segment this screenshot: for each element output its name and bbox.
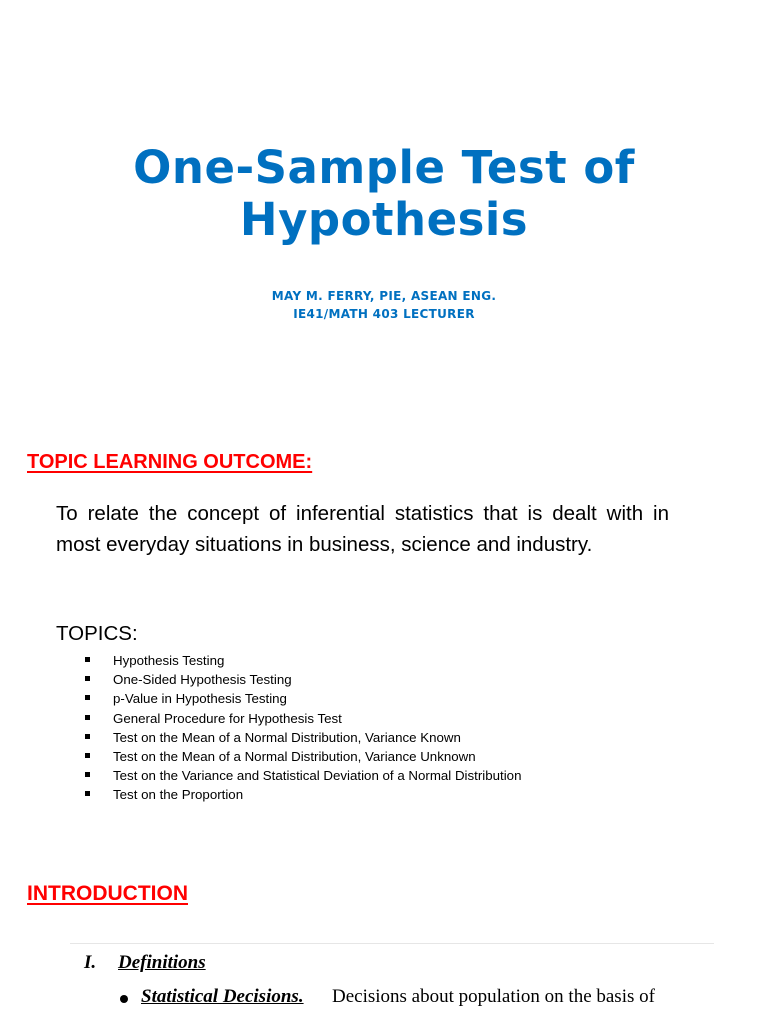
document-title <box>0 142 768 246</box>
square-bullet-icon <box>85 753 90 758</box>
square-bullet-icon <box>85 676 90 681</box>
topics-list <box>84 651 521 805</box>
topic-label: General Procedure for Hypothesis Test <box>113 710 342 726</box>
topic-label: One-Sided Hypothesis Testing <box>113 672 292 688</box>
square-bullet-icon <box>85 715 90 720</box>
square-bullet-icon <box>85 772 90 777</box>
square-bullet-icon <box>85 734 90 739</box>
topic-label: Test on the Mean of a Normal Distribution, Variance Known <box>113 729 461 745</box>
definition-text: Decisions about population on the basis of <box>332 986 655 1007</box>
round-bullet-icon <box>120 995 128 1003</box>
topic-item <box>84 766 521 785</box>
topic-item <box>84 709 521 728</box>
learning-outcome-text: To relate the concept of inferential statistics that is dealt with in most everyday situations in business, science and industry. <box>56 502 669 556</box>
author-name: MAY M. FERRY, PIE, ASEAN ENG. <box>271 289 497 303</box>
topic-label: Hypothesis Testing <box>113 653 225 668</box>
topic-label: Test on the Variance and Statistical Deviation of a Normal Distribution <box>113 768 522 784</box>
section-divider <box>70 943 714 944</box>
square-bullet-icon <box>85 695 90 700</box>
definition-term: Statistical Decisions. <box>141 986 304 1007</box>
topic-label: Test on the Proportion <box>113 787 244 803</box>
definitions-heading: Definitions <box>118 952 206 973</box>
topic-item <box>84 689 521 708</box>
author-block <box>0 287 768 323</box>
topic-item <box>84 747 521 766</box>
title-line-2: Hypothesis <box>239 193 529 246</box>
topics-heading: TOPICS: <box>56 622 138 645</box>
square-bullet-icon <box>85 657 90 662</box>
topic-item <box>84 651 521 670</box>
introduction-heading: INTRODUCTION <box>27 882 188 905</box>
topic-label: Test on the Mean of a Normal Distribution, Variance Unknown <box>113 748 476 764</box>
author-role: IE41/MATH 403 LECTURER <box>293 307 475 321</box>
title-line-1: One-Sample Test of <box>133 141 635 194</box>
learning-outcome-heading: TOPIC LEARNING OUTCOME: <box>27 451 313 473</box>
square-bullet-icon <box>85 791 90 796</box>
topic-item <box>84 728 521 747</box>
section-numeral: I. <box>84 952 97 973</box>
topic-label: p-Value in Hypothesis Testing <box>113 691 287 707</box>
topic-item <box>84 670 521 689</box>
topic-item <box>84 785 521 804</box>
